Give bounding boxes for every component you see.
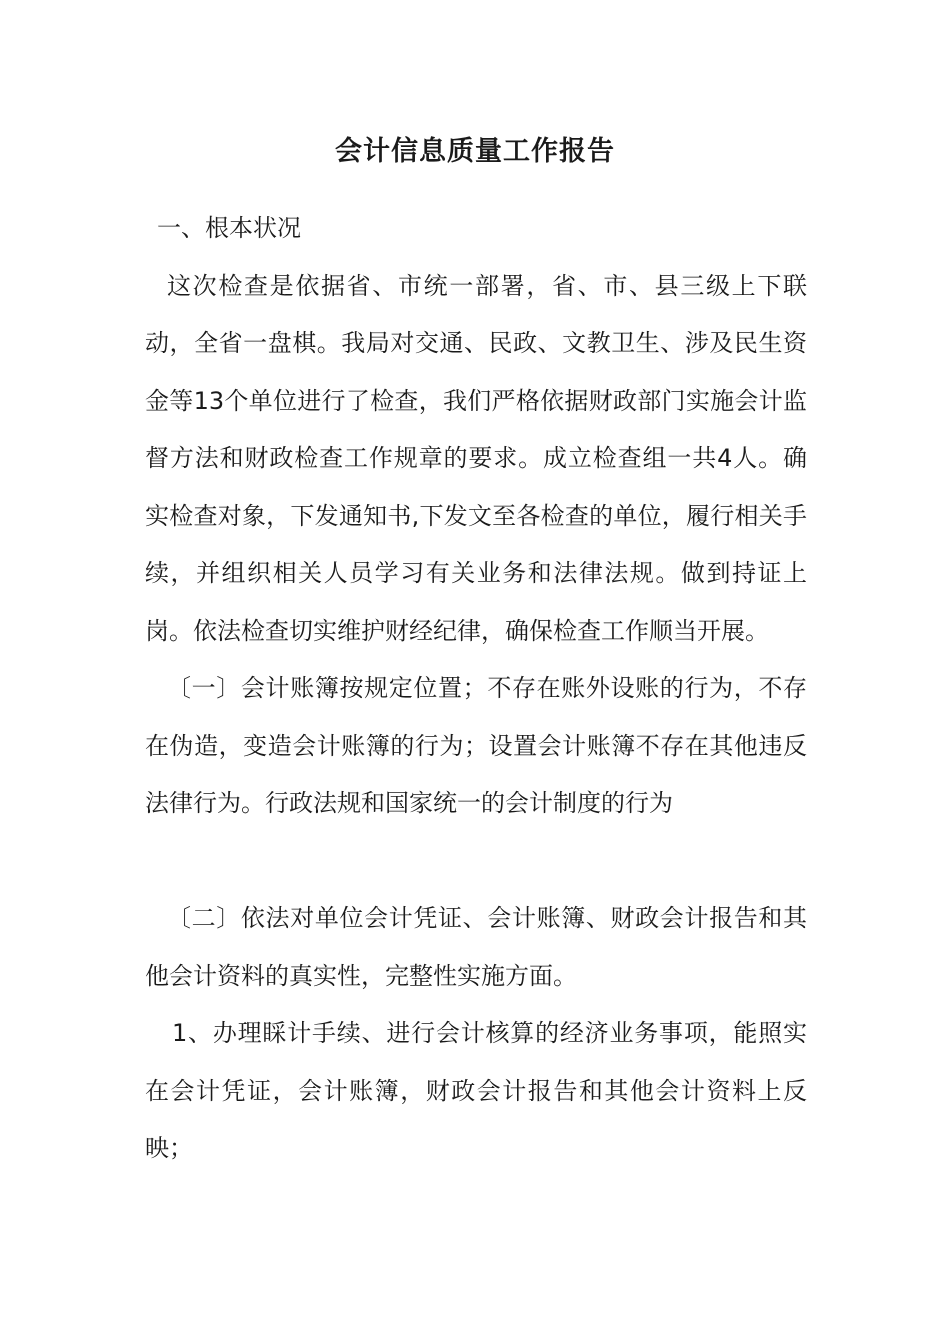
list-item: 1、办理睬计手续、进行会计核算的经济业务事项，能照实在会计凭证，会计账簿，财政会计报告和其他会计资料上反映；: [145, 1019, 807, 1162]
document-body: [145, 200, 807, 1178]
section-heading: 一、根本状况: [157, 214, 301, 242]
list-item: 〔一〕会计账簿按规定位置；不存在账外设账的行为，不存在伪造，变造会计账簿的行为；设置会计账簿不存在其他违反法律行为。行政法规和国家统一的会计制度的行为: [145, 674, 807, 817]
document-title: 会计信息质量工作报告: [335, 136, 615, 167]
paragraph-spacer: [145, 833, 807, 891]
paragraph: 这次检查是依据省、市统一部署，省、市、县三级上下联动，全省一盘棋。我局对交通、民政、文教卫生、涉及民生资金等13个单位进行了检查，我们严格依据财政部门实施会计监督方法和财政检查工作规章的要求。成立检查组一共4人。确实检查对象，下发通知书,下发文至各检查的单位，履行相关手续，并组织相关人员学习有关业务和法律法规。做到持证上岗。依法检查切实维护财经纪律，确保检查工作顺当开展。: [145, 271, 807, 645]
list-item: 〔二〕依法对单位会计凭证、会计账簿、财政会计报告和其他会计资料的真实性，完整性实施方面。: [145, 904, 807, 990]
